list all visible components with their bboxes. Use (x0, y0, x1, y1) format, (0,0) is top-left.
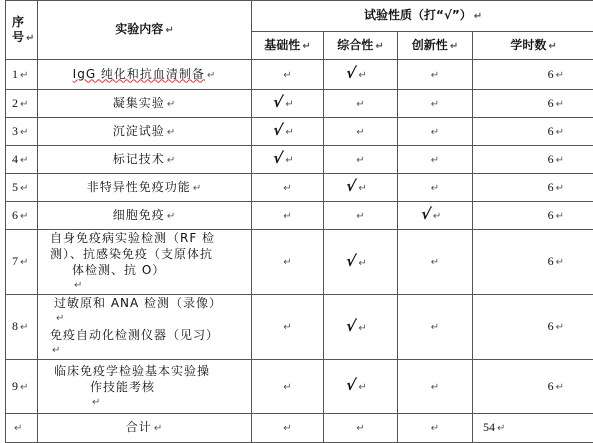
paragraph-mark-icon: ↵ (358, 258, 366, 269)
paragraph-mark-icon: ↵ (56, 311, 251, 327)
total-hours: 54 (483, 420, 495, 434)
check-mark-icon: √ (345, 254, 357, 269)
paragraph-mark-icon: ↵ (154, 423, 163, 434)
paragraph-mark-icon: ↵ (283, 382, 291, 393)
row-number (6, 90, 38, 118)
row-innovative (398, 146, 473, 174)
paragraph-mark-icon: ↵ (356, 155, 364, 166)
paragraph-mark-icon: ↵ (283, 322, 291, 333)
row-number-text: 4 (12, 152, 18, 166)
paragraph-mark-icon: ↵ (556, 382, 564, 393)
paragraph-mark-icon: ↵ (302, 41, 310, 52)
row-hours-text: 6 (548, 124, 554, 138)
paragraph-mark-icon: ↵ (431, 127, 439, 138)
paragraph-mark-icon: ↵ (474, 11, 482, 22)
table-row (6, 90, 593, 118)
table-row (6, 360, 593, 414)
paragraph-mark-icon: ↵ (431, 155, 439, 166)
row-name (38, 295, 252, 360)
row-name (38, 174, 252, 202)
table-row (6, 295, 593, 360)
header-nature-cell (252, 1, 593, 32)
table-row (6, 230, 593, 295)
paragraph-mark-icon: ↵ (556, 99, 564, 110)
row-number (6, 146, 38, 174)
paragraph-mark-icon: ↵ (74, 278, 251, 294)
paragraph-mark-icon: ↵ (450, 41, 458, 52)
row-innovative (398, 202, 473, 230)
row-comprehensive (324, 174, 398, 202)
row-name-text: IgG 纯化和抗血清制备 (73, 67, 205, 81)
row-basic (252, 60, 324, 90)
paragraph-mark-icon: ↵ (556, 183, 564, 194)
row-name (38, 360, 252, 414)
paragraph-mark-icon: ↵ (167, 211, 176, 222)
paragraph-mark-icon: ↵ (433, 211, 441, 222)
row-number-text: 2 (12, 96, 18, 110)
row-hours-text: 6 (548, 180, 554, 194)
row-number-text: 9 (12, 379, 18, 393)
paragraph-mark-icon: ↵ (283, 183, 291, 194)
header-hours-cell (473, 32, 593, 60)
row-name-text: 标记技术 (113, 152, 165, 166)
paragraph-mark-icon: ↵ (556, 257, 564, 268)
row-basic (252, 90, 324, 118)
row-hours (473, 118, 593, 146)
row-innovative (398, 295, 473, 360)
paragraph-mark-icon: ↵ (283, 423, 291, 434)
row-innovative (398, 230, 473, 295)
paragraph-mark-icon: ↵ (283, 70, 291, 81)
header-innovative-label: 创新性 (412, 38, 448, 52)
paragraph-mark-icon: ↵ (207, 70, 216, 81)
check-mark-icon: √ (272, 95, 284, 110)
row-name (38, 60, 252, 90)
row-comprehensive (324, 360, 398, 414)
row-name-line-wrap (50, 327, 251, 359)
row-comprehensive (324, 295, 398, 360)
row-number (6, 174, 38, 202)
row-hours (473, 90, 593, 118)
row-name-text: 凝集实验 (113, 96, 165, 110)
row-hours-text: 6 (548, 319, 554, 333)
paragraph-mark-icon: ↵ (20, 322, 28, 333)
row-hours-text: 6 (548, 379, 554, 393)
header-seq-line1: 序 (12, 15, 24, 29)
paragraph-mark-icon: ↵ (556, 70, 564, 81)
paragraph-mark-icon: ↵ (431, 257, 439, 268)
paragraph-mark-icon: ↵ (556, 211, 564, 222)
paragraph-mark-icon: ↵ (431, 423, 439, 434)
table-row (6, 174, 593, 202)
header-nature-label: 试验性质（打“√”） (364, 8, 472, 22)
row-innovative (398, 414, 473, 443)
row-name (38, 118, 252, 146)
row-name-line: 作技能考核 (90, 380, 155, 394)
row-comprehensive (324, 60, 398, 90)
row-hours-text: 6 (548, 67, 554, 81)
paragraph-mark-icon: ↵ (167, 127, 176, 138)
paragraph-mark-icon: ↵ (285, 127, 293, 138)
check-mark-icon: √ (420, 207, 432, 222)
row-name (38, 230, 252, 295)
paragraph-mark-icon: ↵ (358, 70, 366, 81)
row-name-line: 临床免疫学检验基本实验操 (50, 363, 251, 379)
check-mark-icon: √ (345, 66, 357, 81)
paragraph-mark-icon: ↵ (20, 257, 28, 268)
paragraph-mark-icon: ↵ (356, 127, 364, 138)
row-name-line-wrap (50, 379, 251, 411)
row-comprehensive (324, 414, 398, 443)
row-name-line: 自身免疫病实验检测（RF 检 (50, 230, 251, 246)
header-content-cell (38, 1, 252, 60)
paragraph-mark-icon: ↵ (556, 155, 564, 166)
header-comprehensive-cell (324, 32, 398, 60)
total-label-cell (38, 414, 252, 443)
table-row (6, 60, 593, 90)
row-basic (252, 360, 324, 414)
paragraph-mark-icon: ↵ (375, 41, 383, 52)
row-number-text: 3 (12, 124, 18, 138)
paragraph-mark-icon: ↵ (548, 41, 556, 52)
table-row (6, 146, 593, 174)
row-name-text: 细胞免疫 (113, 208, 165, 222)
paragraph-mark-icon: ↵ (283, 211, 291, 222)
paragraph-mark-icon: ↵ (431, 99, 439, 110)
total-row (6, 414, 593, 443)
header-seq-cell (6, 1, 38, 60)
check-mark-icon: √ (272, 151, 284, 166)
paragraph-mark-icon: ↵ (20, 183, 28, 194)
paragraph-mark-icon: ↵ (20, 127, 28, 138)
row-innovative (398, 90, 473, 118)
row-name-line: 测）、抗感染免疫（支原体抗 (50, 246, 251, 262)
row-comprehensive (324, 118, 398, 146)
row-number (6, 230, 38, 295)
row-hours-text: 6 (548, 254, 554, 268)
row-hours (473, 60, 593, 90)
paragraph-mark-icon: ↵ (193, 183, 202, 194)
header-innovative-cell (398, 32, 473, 60)
row-innovative (398, 118, 473, 146)
check-mark-icon: √ (345, 179, 357, 194)
row-comprehensive (324, 90, 398, 118)
row-name-line-wrap (50, 295, 251, 327)
header-comprehensive-label: 综合性 (337, 38, 373, 52)
row-basic (252, 146, 324, 174)
row-innovative (398, 60, 473, 90)
row-name-line: 免疫自动化检测仪器（见习） (50, 328, 219, 342)
check-mark-icon: √ (345, 378, 357, 393)
check-mark-icon: √ (272, 123, 284, 138)
check-mark-icon: √ (345, 319, 357, 334)
paragraph-mark-icon: ↵ (165, 25, 173, 36)
row-number (6, 118, 38, 146)
row-hours (473, 146, 593, 174)
header-basic-cell (252, 32, 324, 60)
header-content-label: 实验内容 (115, 22, 163, 36)
paragraph-mark-icon: ↵ (20, 70, 28, 81)
row-number-text: 5 (12, 180, 18, 194)
total-label: 合计 (126, 420, 152, 434)
row-number (6, 360, 38, 414)
row-number-text: 1 (12, 67, 18, 81)
paragraph-mark-icon: ↵ (431, 70, 439, 81)
row-number-text: 7 (12, 254, 18, 268)
row-hours-text: 6 (548, 96, 554, 110)
row-basic (252, 230, 324, 295)
header-hours-label: 学时数 (510, 38, 546, 52)
header-basic-label: 基础性 (264, 38, 300, 52)
row-number (6, 202, 38, 230)
paragraph-mark-icon: ↵ (20, 155, 28, 166)
row-number (6, 295, 38, 360)
paragraph-mark-icon: ↵ (356, 99, 364, 110)
row-basic (252, 295, 324, 360)
paragraph-mark-icon: ↵ (285, 99, 293, 110)
paragraph-mark-icon: ↵ (52, 343, 251, 359)
paragraph-mark-icon: ↵ (556, 127, 564, 138)
paragraph-mark-icon: ↵ (283, 257, 291, 268)
paragraph-mark-icon: ↵ (285, 155, 293, 166)
paragraph-mark-icon: ↵ (556, 322, 564, 333)
row-number (6, 60, 38, 90)
paragraph-mark-icon: ↵ (20, 382, 28, 393)
paragraph-mark-icon: ↵ (167, 99, 176, 110)
row-name-line-wrap (50, 262, 251, 294)
paragraph-mark-icon: ↵ (358, 323, 366, 334)
header-row-1 (6, 1, 593, 32)
row-number (6, 414, 38, 443)
paragraph-mark-icon: ↵ (356, 423, 364, 434)
row-innovative (398, 174, 473, 202)
table-row (6, 202, 593, 230)
row-name-text: 沉淀试验 (113, 124, 165, 138)
row-innovative (398, 360, 473, 414)
paragraph-mark-icon: ↵ (431, 382, 439, 393)
paragraph-mark-icon: ↵ (14, 423, 22, 434)
header-seq-line2: 号 (12, 30, 24, 44)
row-hours (473, 202, 593, 230)
experiment-table (5, 0, 593, 443)
row-basic (252, 202, 324, 230)
row-name (38, 90, 252, 118)
paragraph-mark-icon: ↵ (92, 395, 251, 411)
row-hours (473, 230, 593, 295)
paragraph-mark-icon: ↵ (358, 183, 366, 194)
paragraph-mark-icon: ↵ (431, 183, 439, 194)
paragraph-mark-icon: ↵ (167, 155, 176, 166)
row-hours-text: 6 (548, 152, 554, 166)
row-comprehensive (324, 146, 398, 174)
paragraph-mark-icon: ↵ (20, 211, 28, 222)
paragraph-mark-icon: ↵ (358, 382, 366, 393)
paragraph-mark-icon: ↵ (497, 423, 505, 434)
total-hours-cell (473, 414, 593, 443)
row-number-text: 8 (12, 319, 18, 333)
row-name (38, 146, 252, 174)
row-name-line: 过敏原和 ANA 检测（录像） (54, 296, 222, 310)
paragraph-mark-icon: ↵ (431, 322, 439, 333)
row-basic (252, 118, 324, 146)
row-hours (473, 295, 593, 360)
row-hours-text: 6 (548, 208, 554, 222)
row-hours (473, 174, 593, 202)
row-name (38, 202, 252, 230)
row-name-text: 非特异性免疫功能 (87, 180, 191, 194)
row-comprehensive (324, 230, 398, 295)
paragraph-mark-icon: ↵ (26, 33, 34, 44)
row-name-line: 体检测、抗 O） (72, 263, 165, 277)
row-basic (252, 174, 324, 202)
table-row (6, 118, 593, 146)
paragraph-mark-icon: ↵ (356, 211, 364, 222)
row-comprehensive (324, 202, 398, 230)
row-basic (252, 414, 324, 443)
row-number-text: 6 (12, 208, 18, 222)
paragraph-mark-icon: ↵ (20, 99, 28, 110)
row-hours (473, 360, 593, 414)
